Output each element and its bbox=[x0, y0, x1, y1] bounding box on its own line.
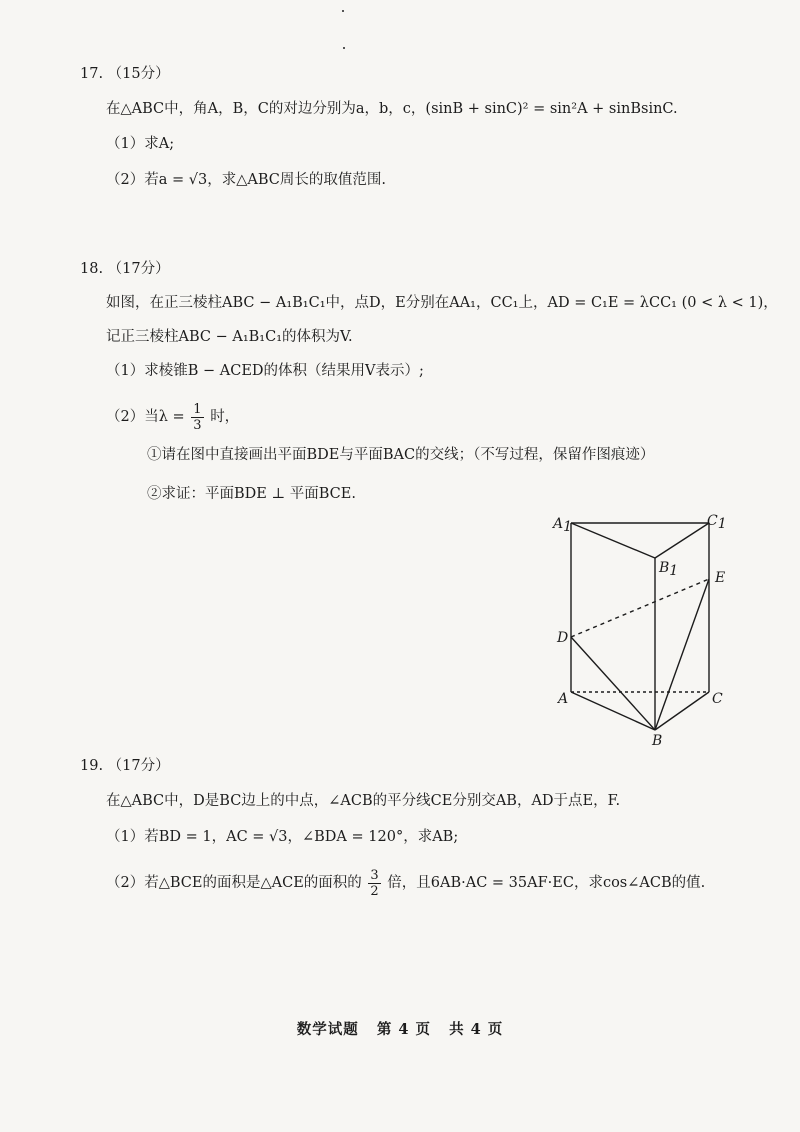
label-A1: A1 bbox=[553, 516, 573, 535]
fraction-denominator: 2 bbox=[370, 883, 379, 899]
q17-part-2: （2）若a = √3，求△ABC周长的取值范围. bbox=[106, 172, 386, 188]
q19-ratio-fraction bbox=[368, 868, 380, 899]
footer-total-pages: 共 4 页 bbox=[449, 1021, 504, 1038]
q18-part-2-prefix: （2）当λ = bbox=[106, 409, 185, 425]
q19-part-2-suffix: 倍，且6AB·AC = 35AF·EC，求cos∠ACB的值. bbox=[387, 875, 706, 891]
q18-subpart-2: ②求证：平面BDE ⊥ 平面BCE. bbox=[147, 486, 356, 502]
q18-lambda-fraction bbox=[191, 402, 203, 433]
q17-number: 17. bbox=[80, 66, 104, 82]
q18-stem-line-1: 如图，在正三棱柱ABC − A₁B₁C₁中，点D，E分别在AA₁，CC₁上，AD = C₁E = λCC₁ (0 < λ < 1)， bbox=[106, 295, 778, 311]
q18-part-1: （1）求棱锥B − ACED的体积（结果用V表示）; bbox=[106, 363, 424, 379]
footer-page-number: 第 4 页 bbox=[376, 1021, 431, 1038]
prism-figure bbox=[545, 508, 735, 748]
page-footer bbox=[0, 1018, 800, 1039]
q18-stem-line-2: 记正三棱柱ABC − A₁B₁C₁的体积为V. bbox=[106, 329, 353, 345]
fraction-numerator: 3 bbox=[370, 867, 379, 883]
label-C1: C1 bbox=[707, 513, 727, 532]
q19-stem: 在△ABC中，D是BC边上的中点，∠ACB的平分线CE分别交AB，AD于点E，F. bbox=[106, 793, 621, 809]
segment-D-B bbox=[571, 637, 655, 730]
footer-subject: 数学试题 bbox=[296, 1021, 359, 1038]
q18-score: （17分） bbox=[107, 261, 170, 277]
q19-score: （17分） bbox=[107, 758, 170, 774]
q17-header bbox=[80, 64, 170, 84]
label-B: B bbox=[652, 733, 663, 748]
edge-B1-C1 bbox=[655, 523, 709, 558]
label-A: A bbox=[558, 691, 569, 707]
q19-part-2-prefix: （2）若△BCE的面积是△ACE的面积的 bbox=[106, 875, 362, 891]
edge-A1-B1 bbox=[571, 523, 655, 558]
q19-number: 19. bbox=[80, 758, 104, 774]
label-B1: B1 bbox=[659, 560, 679, 579]
q18-number: 18. bbox=[80, 261, 104, 277]
q19-header bbox=[80, 756, 170, 776]
q18-subpart-1: ①请在图中直接画出平面BDE与平面BAC的交线；（不写过程，保留作图痕迹） bbox=[147, 447, 655, 463]
label-D: D bbox=[557, 630, 569, 646]
q18-part-2 bbox=[106, 400, 239, 434]
segment-B-E bbox=[655, 579, 709, 730]
label-C: C bbox=[712, 691, 723, 707]
q19-part-1: （1）若BD = 1，AC = √3，∠BDA = 120°，求AB; bbox=[106, 829, 459, 845]
q19-part-2 bbox=[106, 866, 705, 900]
q18-header bbox=[80, 259, 170, 279]
q17-score: （15分） bbox=[107, 66, 170, 82]
edge-B-C bbox=[655, 692, 709, 730]
edge-A-B bbox=[571, 692, 655, 730]
fraction-numerator: 1 bbox=[193, 401, 202, 417]
label-E: E bbox=[715, 570, 726, 586]
hidden-segment-D-E bbox=[571, 579, 709, 637]
q18-part-2-suffix: 时， bbox=[210, 409, 240, 425]
scan-speck bbox=[342, 10, 344, 12]
fraction-denominator: 3 bbox=[193, 417, 202, 433]
q17-part-1: （1）求A; bbox=[106, 136, 175, 152]
q17-stem: 在△ABC中，角A，B，C的对边分别为a，b，c，(sinB + sinC)² = sin²A + sinBsinC. bbox=[106, 101, 678, 117]
scan-speck bbox=[343, 47, 345, 49]
